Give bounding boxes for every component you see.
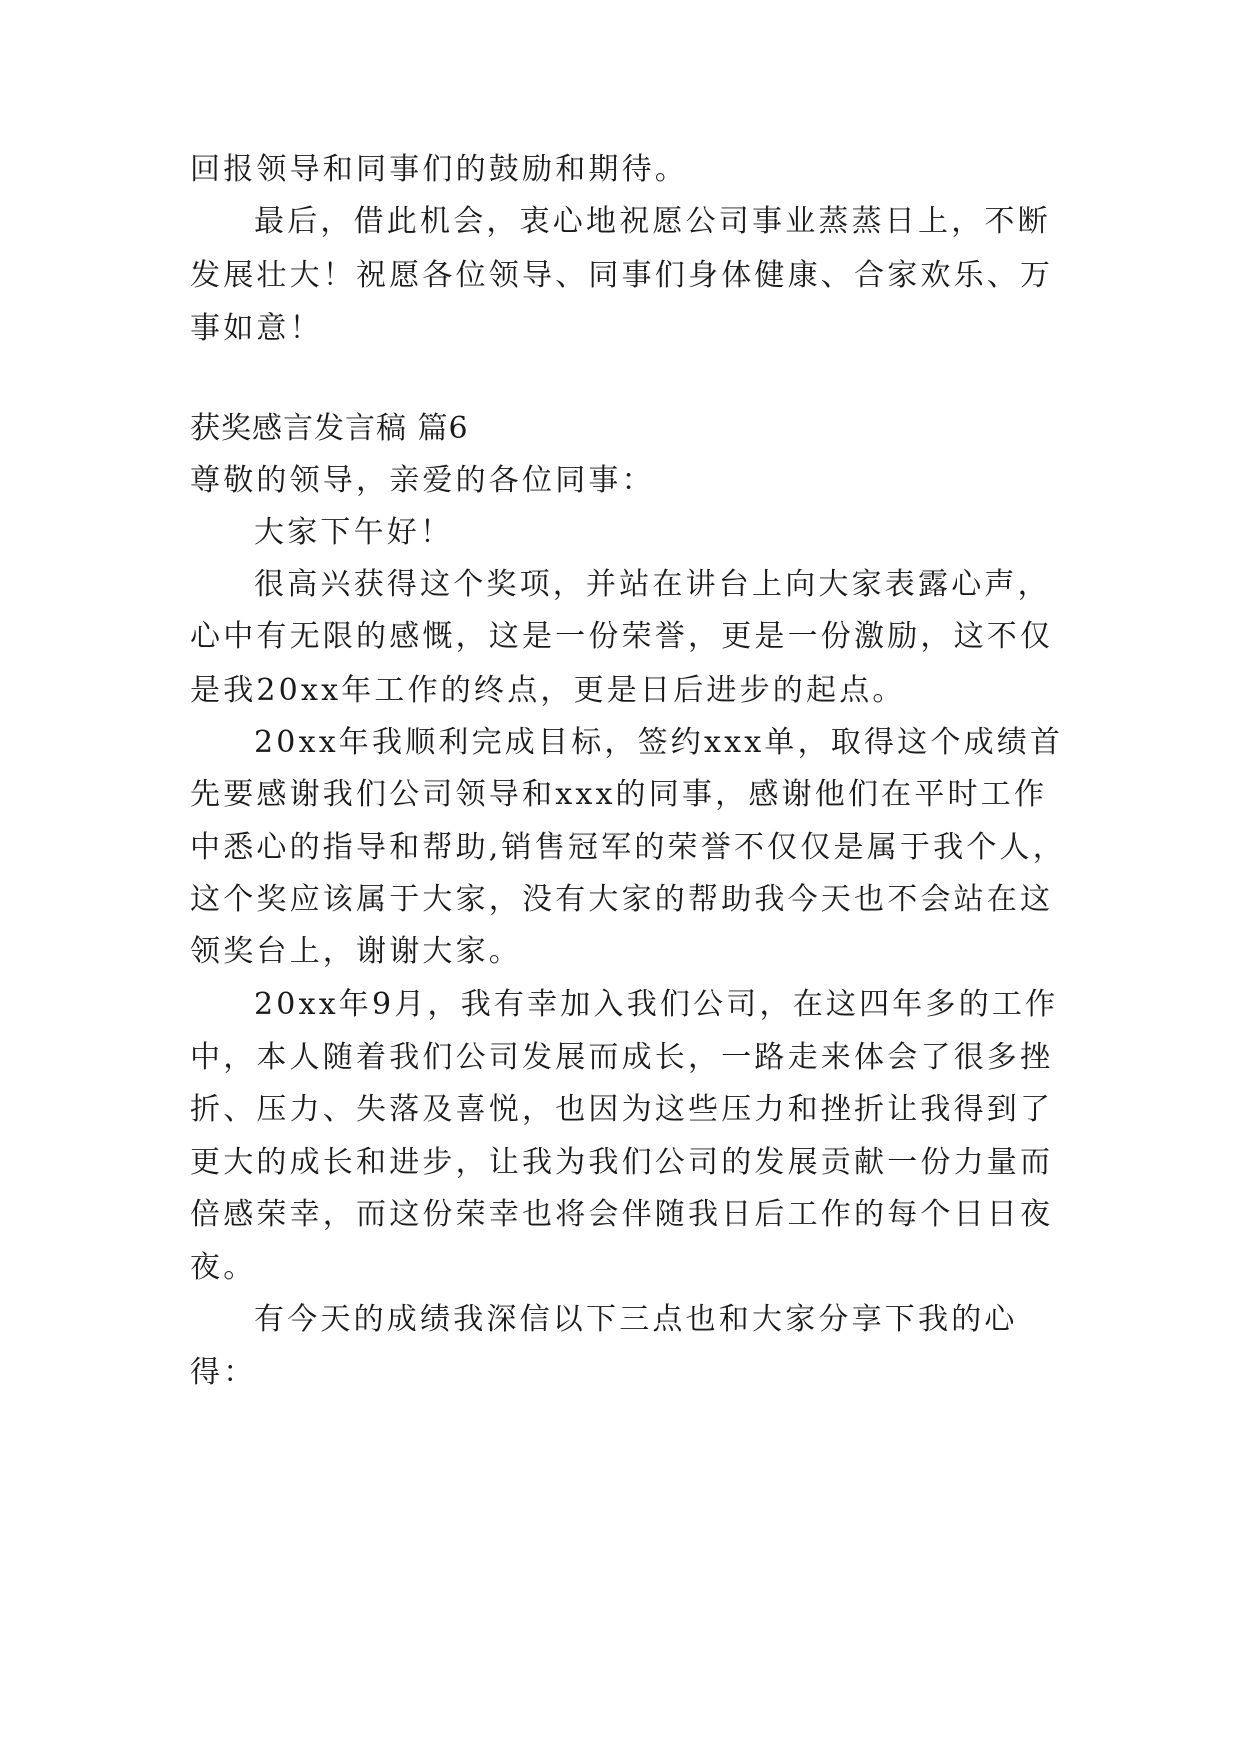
paragraph-line: 这个奖应该属于大家，没有大家的帮助我今天也不会站在这 — [190, 882, 1054, 917]
closing-wish-line: 最后，借此机会，衷心地祝愿公司事业蒸蒸日上，不断 — [254, 204, 1051, 239]
closing-wish-line: 事如意！ — [190, 311, 323, 346]
salutation: 尊敬的领导，亲爱的各位同事： — [190, 463, 655, 498]
paragraph-line: 20xx年9月，我有幸加入我们公司，在这四年多的工作 — [254, 987, 1059, 1022]
paragraph-line: 心中有无限的感慨，这是一份荣誉，更是一份激励，这不仅 — [190, 619, 1054, 654]
paragraph-line: 很高兴获得这个奖项，并站在讲台上向大家表露心声， — [254, 567, 1051, 602]
paragraph-line: 中，本人随着我们公司发展而成长，一路走来体会了很多挫 — [190, 1040, 1054, 1075]
paragraph-line: 回报领导和同事们的鼓励和期待。 — [190, 152, 688, 187]
paragraph-line: 是我20xx年工作的终点，更是日后进步的起点。 — [190, 673, 906, 708]
section-title: 获奖感言发言稿 篇6 — [190, 411, 469, 446]
paragraph-line: 先要感谢我们公司领导和xxx的同事，感谢他们在平时工作 — [190, 777, 1048, 812]
paragraph-line: 20xx年我顺利完成目标，签约xxx单，取得这个成绩首 — [254, 725, 1064, 760]
paragraph-line: 更大的成长和进步，让我为我们公司的发展贡献一份力量而 — [190, 1145, 1054, 1180]
paragraph-line: 有今天的成绩我深信以下三点也和大家分享下我的心 — [254, 1302, 1018, 1337]
paragraph-line: 折、压力、失落及喜悦，也因为这些压力和挫折让我得到了 — [190, 1092, 1054, 1127]
paragraph-line: 夜。 — [190, 1250, 257, 1285]
paragraph-line: 得： — [190, 1355, 257, 1390]
closing-wish-line: 发展壮大！祝愿各位领导、同事们身体健康、合家欢乐、万 — [190, 258, 1054, 293]
paragraph-line: 中悉心的指导和帮助,销售冠军的荣誉不仅仅是属于我个人， — [190, 830, 1066, 865]
paragraph-line: 领奖台上，谢谢大家。 — [190, 934, 522, 969]
greeting: 大家下午好！ — [254, 515, 454, 550]
paragraph-line: 倍感荣幸，而这份荣幸也将会伴随我日后工作的每个日日夜 — [190, 1197, 1054, 1232]
